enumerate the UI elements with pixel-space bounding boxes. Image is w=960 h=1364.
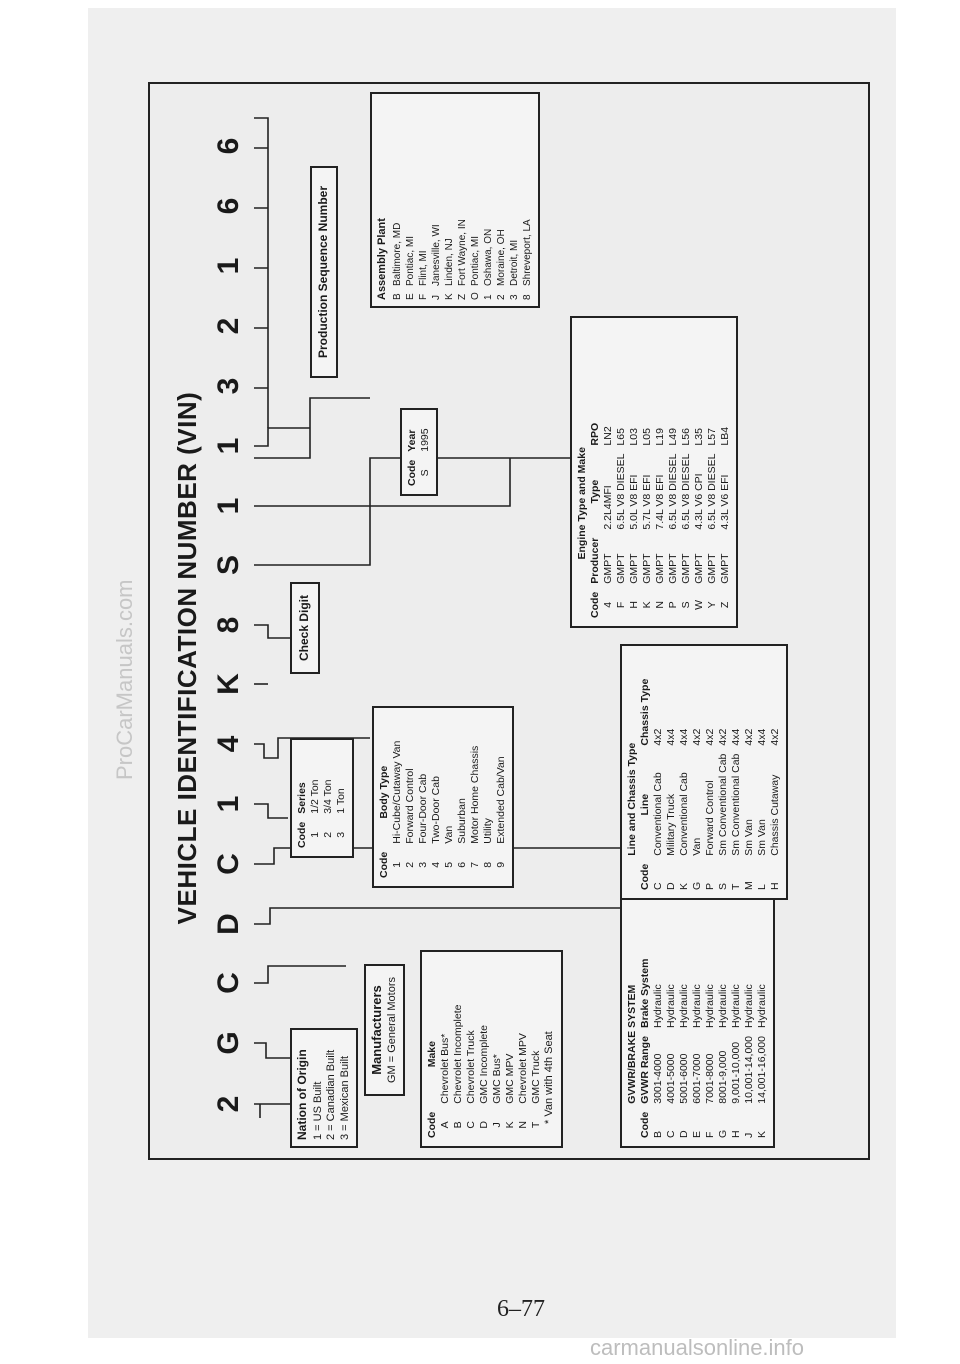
- manufacturers-box: [364, 964, 405, 1096]
- vin-char: D: [212, 913, 245, 935]
- vin-char: C: [212, 853, 245, 875]
- make-name: GMC MPV: [504, 1053, 516, 1104]
- body-code: 6: [456, 861, 468, 868]
- table-row: [641, 419, 654, 622]
- table-row: [706, 419, 719, 622]
- make-name: Chevrolet Truck: [465, 1030, 477, 1104]
- body-code: 9: [495, 861, 507, 868]
- plant-name: Shreveport, LA: [522, 219, 533, 286]
- engine-producer: GMPT: [641, 553, 653, 584]
- line-col-line: Line: [639, 793, 651, 816]
- table-row: [602, 419, 615, 622]
- series-table: [296, 775, 348, 852]
- table-row: [322, 775, 335, 852]
- table-row: [615, 419, 628, 622]
- gvwr-table: [626, 955, 769, 1142]
- manufacturers-line: GM = General Motors: [385, 976, 398, 1084]
- gvwr-brake: Hydraulic: [704, 984, 716, 1029]
- list-item: [430, 100, 443, 300]
- series-col-code: Code: [296, 821, 308, 848]
- line-name: Sm Conventional Cab: [730, 753, 742, 856]
- table-row: [495, 737, 508, 882]
- footer-watermark: carmanualsonline.info: [590, 1335, 805, 1360]
- gvwr-range: 10,001-14,000: [743, 1036, 755, 1104]
- make-code: A: [439, 1121, 451, 1129]
- page-title: VEHICLE IDENTIFICATION NUMBER (VIN): [172, 391, 202, 925]
- line-code: G: [691, 881, 703, 890]
- gvwr-code: F: [704, 1131, 716, 1138]
- table-row: [335, 775, 348, 852]
- engine-type: 6.5L V8 DIESEL: [667, 453, 679, 530]
- line-code: D: [665, 882, 677, 890]
- line-code: P: [704, 882, 716, 890]
- engine-code: S: [680, 601, 692, 609]
- line-col-chassis: Chassis Type: [639, 678, 651, 746]
- make-footnote: * Van with 4th Seat: [543, 1031, 555, 1124]
- line-chassis-table: [626, 675, 782, 894]
- gvwr-brake: Hydraulic: [730, 984, 742, 1029]
- gvwr-col-range: GVWR Range: [639, 1036, 651, 1104]
- series-value: 3/4 Ton: [322, 779, 334, 814]
- series-code: 1: [309, 831, 321, 838]
- table-row: [678, 955, 691, 1142]
- body-code: 5: [443, 861, 455, 868]
- body-name: Two-Door Cab: [430, 776, 442, 844]
- vin-char: 3: [212, 377, 245, 395]
- table-row: [654, 419, 667, 622]
- manufacturers-heading: Manufacturers: [369, 985, 384, 1075]
- body-col-code: Code: [378, 851, 390, 878]
- body-name: Motor Home Chassis: [469, 745, 481, 844]
- series-value: 1 Ton: [335, 788, 347, 814]
- body-name: Four-Door Cab: [417, 773, 429, 844]
- engine-code: H: [628, 601, 640, 609]
- series-value: 1/2 Ton: [309, 779, 321, 814]
- table-row: [678, 675, 691, 894]
- vin-char: 1: [212, 257, 245, 275]
- engine-producer: GMPT: [615, 553, 627, 584]
- chassis-type: 4x2: [743, 728, 755, 746]
- plant-heading: Assembly Plant: [376, 218, 388, 300]
- engine-box: [570, 316, 738, 628]
- plant-code: F: [418, 293, 429, 300]
- make-col-code: Code: [426, 1111, 438, 1138]
- engine-rpo: LN2: [602, 426, 614, 446]
- gvwr-heading: GVWR/BRAKE SYSTEM: [626, 984, 638, 1104]
- list-item: [391, 100, 404, 300]
- table-row: [691, 675, 704, 894]
- engine-code: 4: [602, 601, 614, 608]
- make-code: D: [478, 1121, 490, 1129]
- body-code: 2: [404, 861, 416, 868]
- assembly-plant-box: [370, 92, 540, 308]
- engine-type: 6.5L V8 DIESEL: [706, 453, 718, 530]
- vin-char: 6: [212, 197, 245, 215]
- gvwr-code: D: [678, 1130, 690, 1138]
- body-name: Forward Control: [404, 768, 416, 844]
- year-value: 1995: [419, 428, 431, 452]
- table-row: [417, 737, 430, 882]
- engine-heading: Engine Type and Make: [576, 447, 588, 560]
- make-name: Chevrolet Bus*: [439, 1033, 451, 1104]
- table-row: [443, 737, 456, 882]
- gvwr-code: E: [691, 1130, 703, 1138]
- table-row: [491, 1001, 504, 1142]
- engine-col-rpo: RPO: [589, 422, 601, 446]
- table-row: [691, 955, 704, 1142]
- engine-rpo: L19: [654, 428, 666, 446]
- engine-code: F: [615, 601, 627, 609]
- vin-diagram: [150, 84, 868, 1158]
- vin-char: 4: [212, 735, 245, 753]
- gvwr-col-code: Code: [639, 1111, 651, 1138]
- vin-char: 1: [212, 497, 245, 515]
- gvwr-brake: Hydraulic: [678, 984, 690, 1029]
- vin-character-row: [212, 76, 252, 1126]
- engine-code: K: [641, 601, 653, 609]
- nation-line: 1 = US Built: [311, 1081, 324, 1140]
- line-name: Conventional Cab: [652, 772, 664, 856]
- engine-code: Z: [719, 601, 731, 609]
- vin-char: 8: [212, 616, 245, 634]
- engine-rpo: LB4: [719, 426, 731, 446]
- table-row: [456, 737, 469, 882]
- make-name: GMC Truck: [530, 1050, 542, 1104]
- line-name: Military Truck: [665, 793, 677, 856]
- gvwr-brake: Hydraulic: [691, 984, 703, 1029]
- list-item: [521, 100, 534, 300]
- table-row: [517, 1001, 530, 1142]
- plant-code: K: [444, 293, 455, 300]
- gvwr-range: 5001-6000: [678, 1053, 690, 1104]
- gvwr-code: C: [665, 1130, 677, 1138]
- table-row: [530, 1001, 543, 1142]
- body-col-type: Body Type: [378, 765, 390, 819]
- chassis-type: 4x2: [652, 728, 664, 746]
- plant-code: 2: [496, 294, 507, 300]
- table-row: [704, 955, 717, 1142]
- make-code: N: [517, 1121, 529, 1129]
- production-sequence-box: Production Sequence Number: [310, 166, 338, 378]
- chassis-type: 4x4: [756, 728, 768, 746]
- line-code: K: [678, 882, 690, 890]
- engine-producer: GMPT: [654, 553, 666, 584]
- page-number: 6–77: [497, 1296, 545, 1322]
- table-row: [391, 737, 404, 882]
- nation-line: 2 = Canadian Built: [325, 1049, 337, 1140]
- engine-producer: GMPT: [680, 553, 692, 584]
- gvwr-range: 3001-4000: [652, 1053, 664, 1104]
- vin-char: K: [212, 673, 245, 695]
- engine-table: [576, 419, 732, 622]
- table-row: [628, 419, 641, 622]
- year-col-code: Code: [406, 459, 418, 486]
- gvwr-brake-box: [620, 890, 775, 1148]
- body-code: 7: [469, 861, 481, 868]
- engine-rpo: L57: [706, 428, 718, 446]
- body-code: 3: [417, 861, 429, 868]
- chassis-type: 4x4: [678, 728, 690, 746]
- plant-name: Oshawa, ON: [483, 228, 494, 286]
- vin-char: 2: [212, 317, 245, 335]
- table-row: [465, 1001, 478, 1142]
- vin-char: G: [212, 1031, 245, 1055]
- gvwr-range: 7001-8000: [704, 1053, 716, 1104]
- year-col-year: Year: [406, 429, 418, 452]
- gvwr-range: 14,001-16,000: [756, 1036, 768, 1104]
- list-item: [404, 100, 417, 300]
- table-row: [756, 955, 769, 1142]
- table-row: [769, 675, 782, 894]
- table-row: [430, 737, 443, 882]
- make-code: B: [452, 1121, 464, 1129]
- gvwr-brake: Hydraulic: [756, 984, 768, 1029]
- engine-rpo: L65: [615, 428, 627, 446]
- make-name: Chevrolet Incomplete: [452, 1004, 464, 1104]
- line-chassis-box: [620, 644, 788, 900]
- list-item: [456, 100, 469, 300]
- plant-name: Janesville, WI: [431, 224, 442, 286]
- make-name: Chevrolet MPV: [517, 1033, 529, 1104]
- table-row: [704, 675, 717, 894]
- engine-type: 4.3L V6 EFI: [719, 474, 731, 530]
- make-code: C: [465, 1121, 477, 1129]
- nation-heading: Nation of Origin: [295, 1049, 309, 1140]
- year-box: [400, 408, 438, 496]
- body-type-box: [372, 706, 514, 888]
- plant-name: Pontiac, MI: [470, 235, 481, 286]
- engine-rpo: L56: [680, 428, 692, 446]
- check-digit-box: Check Digit: [290, 582, 320, 674]
- engine-type: 2.2L4MFI: [602, 485, 614, 530]
- make-table: [426, 1001, 543, 1142]
- line-name: Sm Conventional Cab: [717, 753, 729, 856]
- gvwr-code: K: [756, 1130, 768, 1138]
- engine-producer: GMPT: [628, 553, 640, 584]
- line-name: Sm Van: [756, 819, 768, 856]
- vin-diagram-frame: [148, 82, 870, 1160]
- list-item: [508, 100, 521, 300]
- body-name: Utility: [482, 818, 494, 844]
- series-code: 2: [322, 831, 334, 838]
- table-row: [439, 1001, 452, 1142]
- plant-name: Moraine, OH: [496, 229, 507, 286]
- table-row: [717, 675, 730, 894]
- line-code: T: [730, 883, 742, 890]
- engine-rpo: L49: [667, 428, 679, 446]
- plant-code: O: [470, 292, 481, 300]
- vin-char: 1: [212, 437, 245, 455]
- gvwr-range: 4001-5000: [665, 1053, 677, 1104]
- line-code: H: [769, 882, 781, 890]
- line-code: M: [743, 881, 755, 890]
- table-row: [452, 1001, 465, 1142]
- table-row: [665, 955, 678, 1142]
- plant-code: B: [392, 293, 403, 300]
- table-row: [309, 775, 322, 852]
- list-item: [469, 100, 482, 300]
- plant-name: Flint, MI: [418, 250, 429, 286]
- body-table: [378, 737, 508, 882]
- table-row: [478, 1001, 491, 1142]
- table-row: [743, 675, 756, 894]
- chassis-type: 4x2: [704, 728, 716, 746]
- list-item: [417, 100, 430, 300]
- vin-char: S: [212, 555, 245, 576]
- engine-producer: GMPT: [719, 553, 731, 584]
- gvwr-code: H: [730, 1130, 742, 1138]
- line-code: C: [652, 882, 664, 890]
- plant-name: Fort Wayne, IN: [457, 219, 468, 286]
- gvwr-brake: Hydraulic: [743, 984, 755, 1029]
- make-code: J: [491, 1122, 503, 1128]
- chassis-type: 4x4: [730, 728, 742, 746]
- table-row: [504, 1001, 517, 1142]
- engine-producer: GMPT: [693, 553, 705, 584]
- line-col-code: Code: [639, 863, 651, 890]
- table-row: [667, 419, 680, 622]
- gvwr-range: 9,001-10,000: [730, 1041, 742, 1104]
- line-code: S: [717, 882, 729, 890]
- engine-col-producer: Producer: [589, 537, 601, 584]
- engine-type: 6.5L V8 DIESEL: [680, 453, 692, 530]
- body-code: 4: [430, 861, 442, 868]
- engine-type: 4.3L V6 CPI: [693, 473, 705, 530]
- make-code: K: [504, 1121, 516, 1129]
- engine-rpo: L05: [641, 428, 653, 446]
- table-row: [652, 675, 665, 894]
- gvwr-code: J: [743, 1132, 755, 1138]
- line-chassis-heading: Line and Chassis Type: [626, 742, 638, 856]
- engine-producer: GMPT: [706, 553, 718, 584]
- engine-rpo: L03: [628, 428, 640, 446]
- table-row: [419, 424, 432, 490]
- engine-type: 6.5L V8 DIESEL: [615, 453, 627, 530]
- plant-code: Z: [457, 293, 468, 300]
- plant-name: Baltimore, MD: [392, 222, 403, 286]
- plant-name: Linden, NJ: [444, 238, 455, 286]
- plant-code: 8: [522, 294, 533, 300]
- engine-code: Y: [706, 601, 718, 609]
- nation-of-origin-box: [290, 1028, 358, 1148]
- gvwr-range: 8001-9,000: [717, 1050, 729, 1104]
- table-row: [680, 419, 693, 622]
- series-code: 3: [335, 831, 347, 838]
- gvwr-brake: Hydraulic: [717, 984, 729, 1029]
- plant-code: 1: [483, 294, 494, 300]
- engine-type: 7.4L V8 EFI: [654, 474, 666, 530]
- make-code: T: [530, 1121, 542, 1129]
- table-row: [665, 675, 678, 894]
- table-row: [719, 419, 732, 622]
- side-watermark: ProCarManuals.com: [112, 579, 137, 780]
- line-name: Forward Control: [704, 780, 716, 856]
- plant-name: Pontiac, MI: [405, 235, 416, 286]
- gvwr-range: 6001-7000: [691, 1053, 703, 1104]
- engine-col-code: Code: [589, 591, 601, 618]
- plant-name: Detroit, MI: [509, 239, 520, 286]
- gvwr-col-brake: Brake System: [639, 958, 651, 1029]
- year-code: S: [419, 469, 431, 477]
- list-item: [482, 100, 495, 300]
- table-row: [482, 737, 495, 882]
- body-name: Van: [443, 825, 455, 844]
- table-row: [730, 675, 743, 894]
- vin-char: 6: [212, 137, 245, 155]
- engine-code: P: [667, 601, 679, 609]
- engine-producer: GMPT: [667, 553, 679, 584]
- body-code: 8: [482, 861, 494, 868]
- make-name: GMC Bus*: [491, 1054, 503, 1104]
- table-row: [693, 419, 706, 622]
- table-row: [717, 955, 730, 1142]
- line-name: Conventional Cab: [678, 772, 690, 856]
- engine-type: 5.7L V8 EFI: [641, 474, 653, 530]
- series-col-series: Series: [296, 782, 308, 814]
- chassis-type: 4x4: [665, 728, 677, 746]
- body-code: 1: [391, 861, 403, 868]
- list-item: [495, 100, 508, 300]
- vin-char: C: [212, 972, 245, 994]
- nation-line: 3 = Mexican Built: [338, 1055, 351, 1140]
- gvwr-code: G: [717, 1129, 729, 1138]
- body-name: Hi-Cube/Cutaway Van: [391, 740, 403, 844]
- line-name: Chassis Cutaway: [769, 774, 781, 856]
- engine-code: N: [654, 601, 666, 609]
- chassis-type: 4x2: [717, 728, 729, 746]
- table-row: [469, 737, 482, 882]
- line-code: L: [756, 884, 768, 890]
- engine-rpo: L35: [693, 428, 705, 446]
- vin-char: 1: [212, 795, 245, 813]
- table-row: [652, 955, 665, 1142]
- table-row: [756, 675, 769, 894]
- year-table: [406, 424, 432, 490]
- plant-code: J: [431, 295, 442, 300]
- vin-char: 2: [212, 1095, 245, 1113]
- make-col-make: Make: [426, 1041, 438, 1068]
- plant-code: E: [405, 293, 416, 300]
- chassis-type: 4x2: [691, 728, 703, 746]
- make-name: GMC Incomplete: [478, 1024, 490, 1104]
- engine-type: 5.0L V8 EFI: [628, 474, 640, 530]
- plant-code: 3: [509, 294, 520, 300]
- line-name: Sm Van: [743, 819, 755, 856]
- engine-producer: GMPT: [602, 553, 614, 584]
- gvwr-code: B: [652, 1130, 664, 1138]
- line-name: Van: [691, 837, 703, 856]
- body-name: Extended Cab/Van: [495, 756, 507, 844]
- table-row: [404, 737, 417, 882]
- list-item: [443, 100, 456, 300]
- gvwr-brake: Hydraulic: [652, 984, 664, 1029]
- gvwr-brake: Hydraulic: [665, 984, 677, 1029]
- table-row: [743, 955, 756, 1142]
- series-box: [290, 738, 354, 858]
- engine-code: W: [693, 599, 705, 610]
- table-row: [730, 955, 743, 1142]
- make-box: [420, 950, 563, 1148]
- chassis-type: 4x2: [769, 728, 781, 746]
- engine-col-type: Type: [589, 479, 601, 504]
- body-name: Suburban: [456, 798, 468, 844]
